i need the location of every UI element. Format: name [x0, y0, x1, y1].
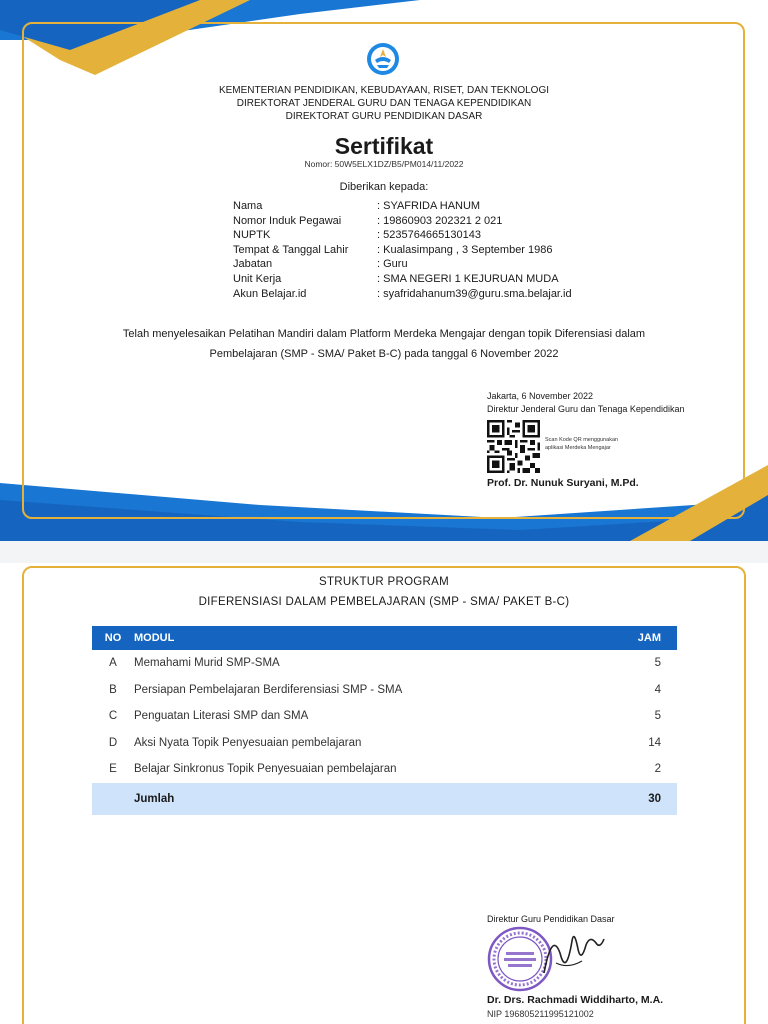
qr-caption-line-1: Scan Kode QR menggunakan	[545, 437, 619, 443]
program-subtitle: DIFERENSIASI DALAM PEMBELAJARAN (SMP - SMA/ PAKET B-C)	[198, 596, 570, 608]
qr-code-icon	[487, 420, 540, 473]
total-jam: 30	[607, 783, 677, 815]
field-label: Jabatan	[233, 258, 273, 271]
qr-caption-line-2: aplikasi Merdeka Mengajar	[545, 445, 611, 451]
field-row-position	[233, 257, 653, 272]
field-value: : 19860903 202321 2 021	[377, 214, 503, 227]
director-nip: NIP 196805211995121002	[487, 1009, 594, 1019]
row-modul: Belajar Sinkronus Topik Penyesuaian pembelajaran	[134, 763, 397, 776]
official-stamp-signature	[486, 923, 621, 995]
table-row	[92, 730, 677, 757]
header-no: NO	[92, 626, 134, 650]
row-modul: Aksi Nyata Topik Penyesuaian pembelajaran	[134, 736, 362, 749]
row-no: A	[109, 657, 117, 670]
field-row-birth	[233, 243, 653, 258]
row-jam: 4	[654, 683, 661, 696]
row-modul: Memahami Murid SMP-SMA	[134, 657, 280, 670]
director-name: Dr. Drs. Rachmadi Widdiharto, M.A.	[487, 994, 664, 1006]
field-row-unit	[233, 272, 653, 287]
given-to-label: Diberikan kepada:	[339, 181, 429, 193]
sign-place-date: Jakarta, 6 November 2022	[487, 391, 594, 401]
table-row	[92, 677, 677, 704]
row-no: E	[109, 763, 117, 776]
table-header-row	[92, 626, 677, 650]
field-value: : 5235764665130143	[377, 229, 481, 242]
field-label: Nama	[233, 200, 263, 212]
field-label: Unit Kerja	[233, 272, 282, 285]
row-jam: 14	[648, 736, 661, 749]
field-label: Nomor Induk Pegawai	[233, 214, 342, 227]
tut-wuri-handayani-logo	[366, 42, 400, 76]
statement-line-2: Pembelajaran (SMP - SMA/ Paket B-C) pada tanggal 6 November 2022	[209, 348, 559, 360]
ministry-line-2: DIREKTORAT JENDERAL GURU DAN TENAGA KEPENDIDIKAN	[236, 98, 532, 109]
row-modul: Penguatan Literasi SMP dan SMA	[134, 710, 309, 723]
row-modul: Persiapan Pembelajaran Berdiferensiasi SMP - SMA	[134, 683, 403, 696]
header-modul: MODUL	[134, 626, 607, 650]
ministry-line-3: DIREKTORAT GURU PENDIDIKAN DASAR	[285, 111, 483, 122]
recipient-details	[233, 199, 653, 301]
statement-line-1: Telah menyelesaikan Pelatihan Mandiri dalam Platform Merdeka Mengajar dengan topik Diferensiasi dalam	[122, 328, 646, 340]
field-label: NUPTK	[233, 229, 271, 242]
field-label: Tempat & Tanggal Lahir	[233, 243, 349, 256]
director-role: Direktur Guru Pendidikan Dasar	[487, 914, 615, 924]
ministry-line-1: KEMENTERIAN PENDIDIKAN, KEBUDAYAAN, RISET, DAN TEKNOLOGI	[218, 85, 550, 96]
field-row-nuptk	[233, 228, 653, 243]
field-value: : Guru	[377, 258, 408, 271]
qr-caption	[545, 436, 665, 452]
field-row-nip	[233, 214, 653, 229]
field-value: : Kualasimpang , 3 September 1986	[377, 243, 553, 256]
field-label: Akun Belajar.id	[233, 287, 307, 300]
certificate-title: Sertifikat	[334, 133, 434, 159]
row-jam: 5	[654, 710, 661, 723]
program-title: STRUKTUR PROGRAM	[318, 576, 450, 588]
table-row	[92, 703, 677, 730]
field-row-name	[233, 199, 653, 214]
row-no: C	[108, 710, 118, 723]
row-jam: 5	[654, 657, 661, 670]
row-jam: 2	[654, 763, 661, 776]
field-row-account	[233, 287, 653, 302]
completion-statement	[60, 324, 708, 364]
total-label: Jumlah	[134, 783, 607, 815]
table-row	[92, 650, 677, 677]
total-no-cell	[92, 783, 134, 815]
row-no: B	[109, 683, 117, 696]
total-row	[92, 783, 677, 815]
header-jam: JAM	[607, 626, 677, 650]
sign-role: Direktur Jenderal Guru dan Tenaga Kependidikan	[487, 404, 685, 414]
program-structure-page	[0, 563, 768, 1024]
field-value: : SYAFRIDA HANUM	[377, 200, 481, 212]
table-row	[92, 756, 677, 783]
module-table	[92, 626, 677, 815]
row-no: D	[108, 736, 118, 749]
signer-name: Prof. Dr. Nunuk Suryani, M.Pd.	[487, 477, 639, 489]
field-value: : SMA NEGERI 1 KEJURUAN MUDA	[377, 272, 559, 285]
certificate-number: Nomor: 50W5ELX1DZ/B5/PM014/11/2022	[304, 159, 464, 169]
field-value: : syafridahanum39@guru.sma.belajar.id	[377, 287, 572, 300]
page-separator	[0, 541, 768, 563]
